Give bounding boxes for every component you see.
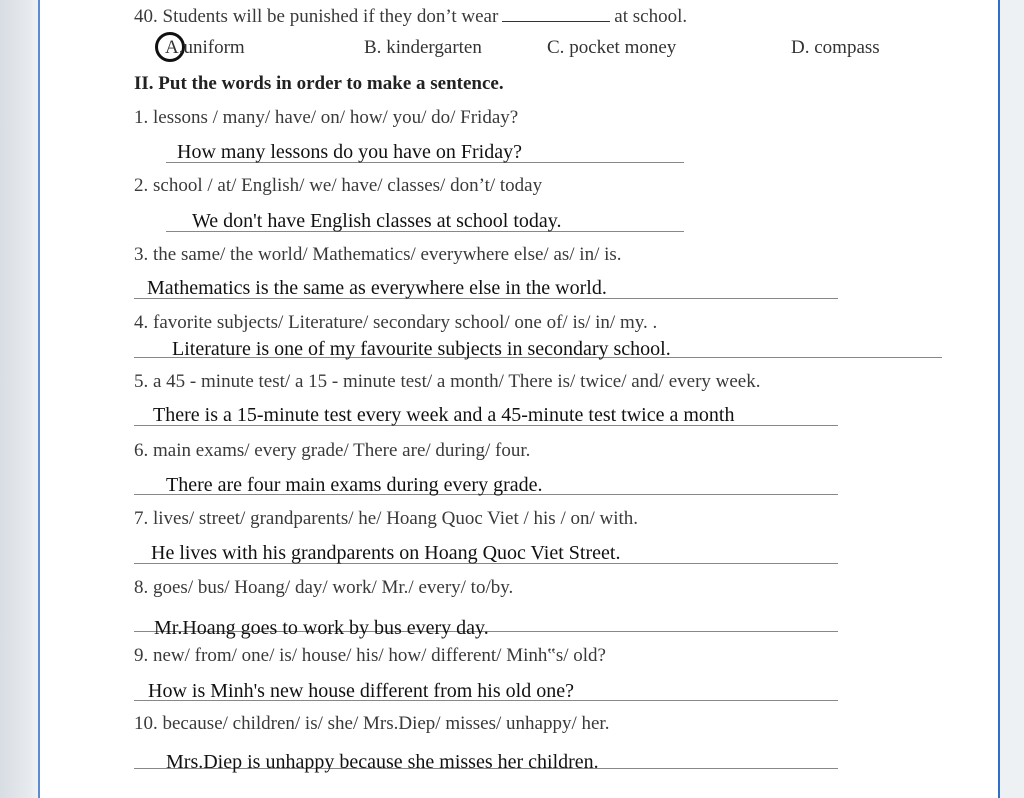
option-d-text: compass [814, 37, 880, 58]
option-d-letter: D. [791, 37, 810, 58]
prompt-9: 9. new/ from/ one/ is/ house/ his/ how/ different/ Minh‟s/ old? [134, 645, 606, 666]
answer-3: Mathematics is the same as everywhere else in the world. [147, 277, 607, 299]
option-b [364, 38, 482, 57]
answer-9: How is Minh's new house different from his old one? [148, 680, 574, 702]
answer-8: Mr.Hoang goes to work by bus every day. [154, 617, 489, 639]
option-c-text: pocket money [569, 37, 677, 58]
answer-2: We don't have English classes at school today. [192, 210, 562, 232]
answer-10: Mrs.Diep is unhappy because she misses her children. [166, 751, 599, 773]
prompt-1: 1. lessons / many/ have/ on/ how/ you/ do/ Friday? [134, 107, 519, 128]
answer-5: There is a 15-minute test every week and a 45-minute test twice a month [153, 404, 735, 426]
prompt-5: 5. a 45 - minute test/ a 15 - minute test/ a month/ There is/ twice/ and/ every week. [134, 371, 761, 392]
option-a [165, 38, 245, 57]
answer-6: There are four main exams during every grade. [166, 474, 543, 496]
answer-7: He lives with his grandparents on Hoang Quoc Viet Street. [151, 542, 621, 564]
worksheet-page [38, 0, 1000, 798]
option-c-letter: C. [547, 37, 565, 58]
answer-1: How many lessons do you have on Friday? [177, 141, 522, 163]
answer-4: Literature is one of my favourite subjects in secondary school. [172, 338, 671, 360]
option-c [547, 38, 676, 57]
prompt-6: 6. main exams/ every grade/ There are/ during/ four. [134, 440, 531, 461]
prompt-3: 3. the same/ the world/ Mathematics/ everywhere else/ as/ in/ is. [134, 244, 622, 265]
prompt-2: 2. school / at/ English/ we/ have/ classes/ don’t/ today [134, 175, 543, 196]
option-b-letter: B. [364, 37, 382, 58]
question-40-text: 40. Students will be punished if they don’t wear [134, 6, 499, 27]
section-heading: II. Put the words in order to make a sentence. [134, 73, 504, 94]
answer-blank [502, 7, 610, 22]
question-40-tail: at school. [614, 6, 688, 27]
question-40 [134, 7, 687, 26]
prompt-10: 10. because/ children/ is/ she/ Mrs.Diep/ misses/ unhappy/ her. [134, 713, 610, 734]
option-b-text: kindergarten [386, 37, 482, 58]
prompt-8: 8. goes/ bus/ Hoang/ day/ work/ Mr./ every/ to/by. [134, 577, 514, 598]
option-a-text: uniform [183, 37, 245, 58]
prompt-7: 7. lives/ street/ grandparents/ he/ Hoang Quoc Viet / his / on/ with. [134, 508, 639, 529]
option-a-letter: A. [165, 37, 184, 58]
prompt-4: 4. favorite subjects/ Literature/ secondary school/ one of/ is/ in/ my. . [134, 312, 658, 333]
option-d [791, 38, 880, 57]
